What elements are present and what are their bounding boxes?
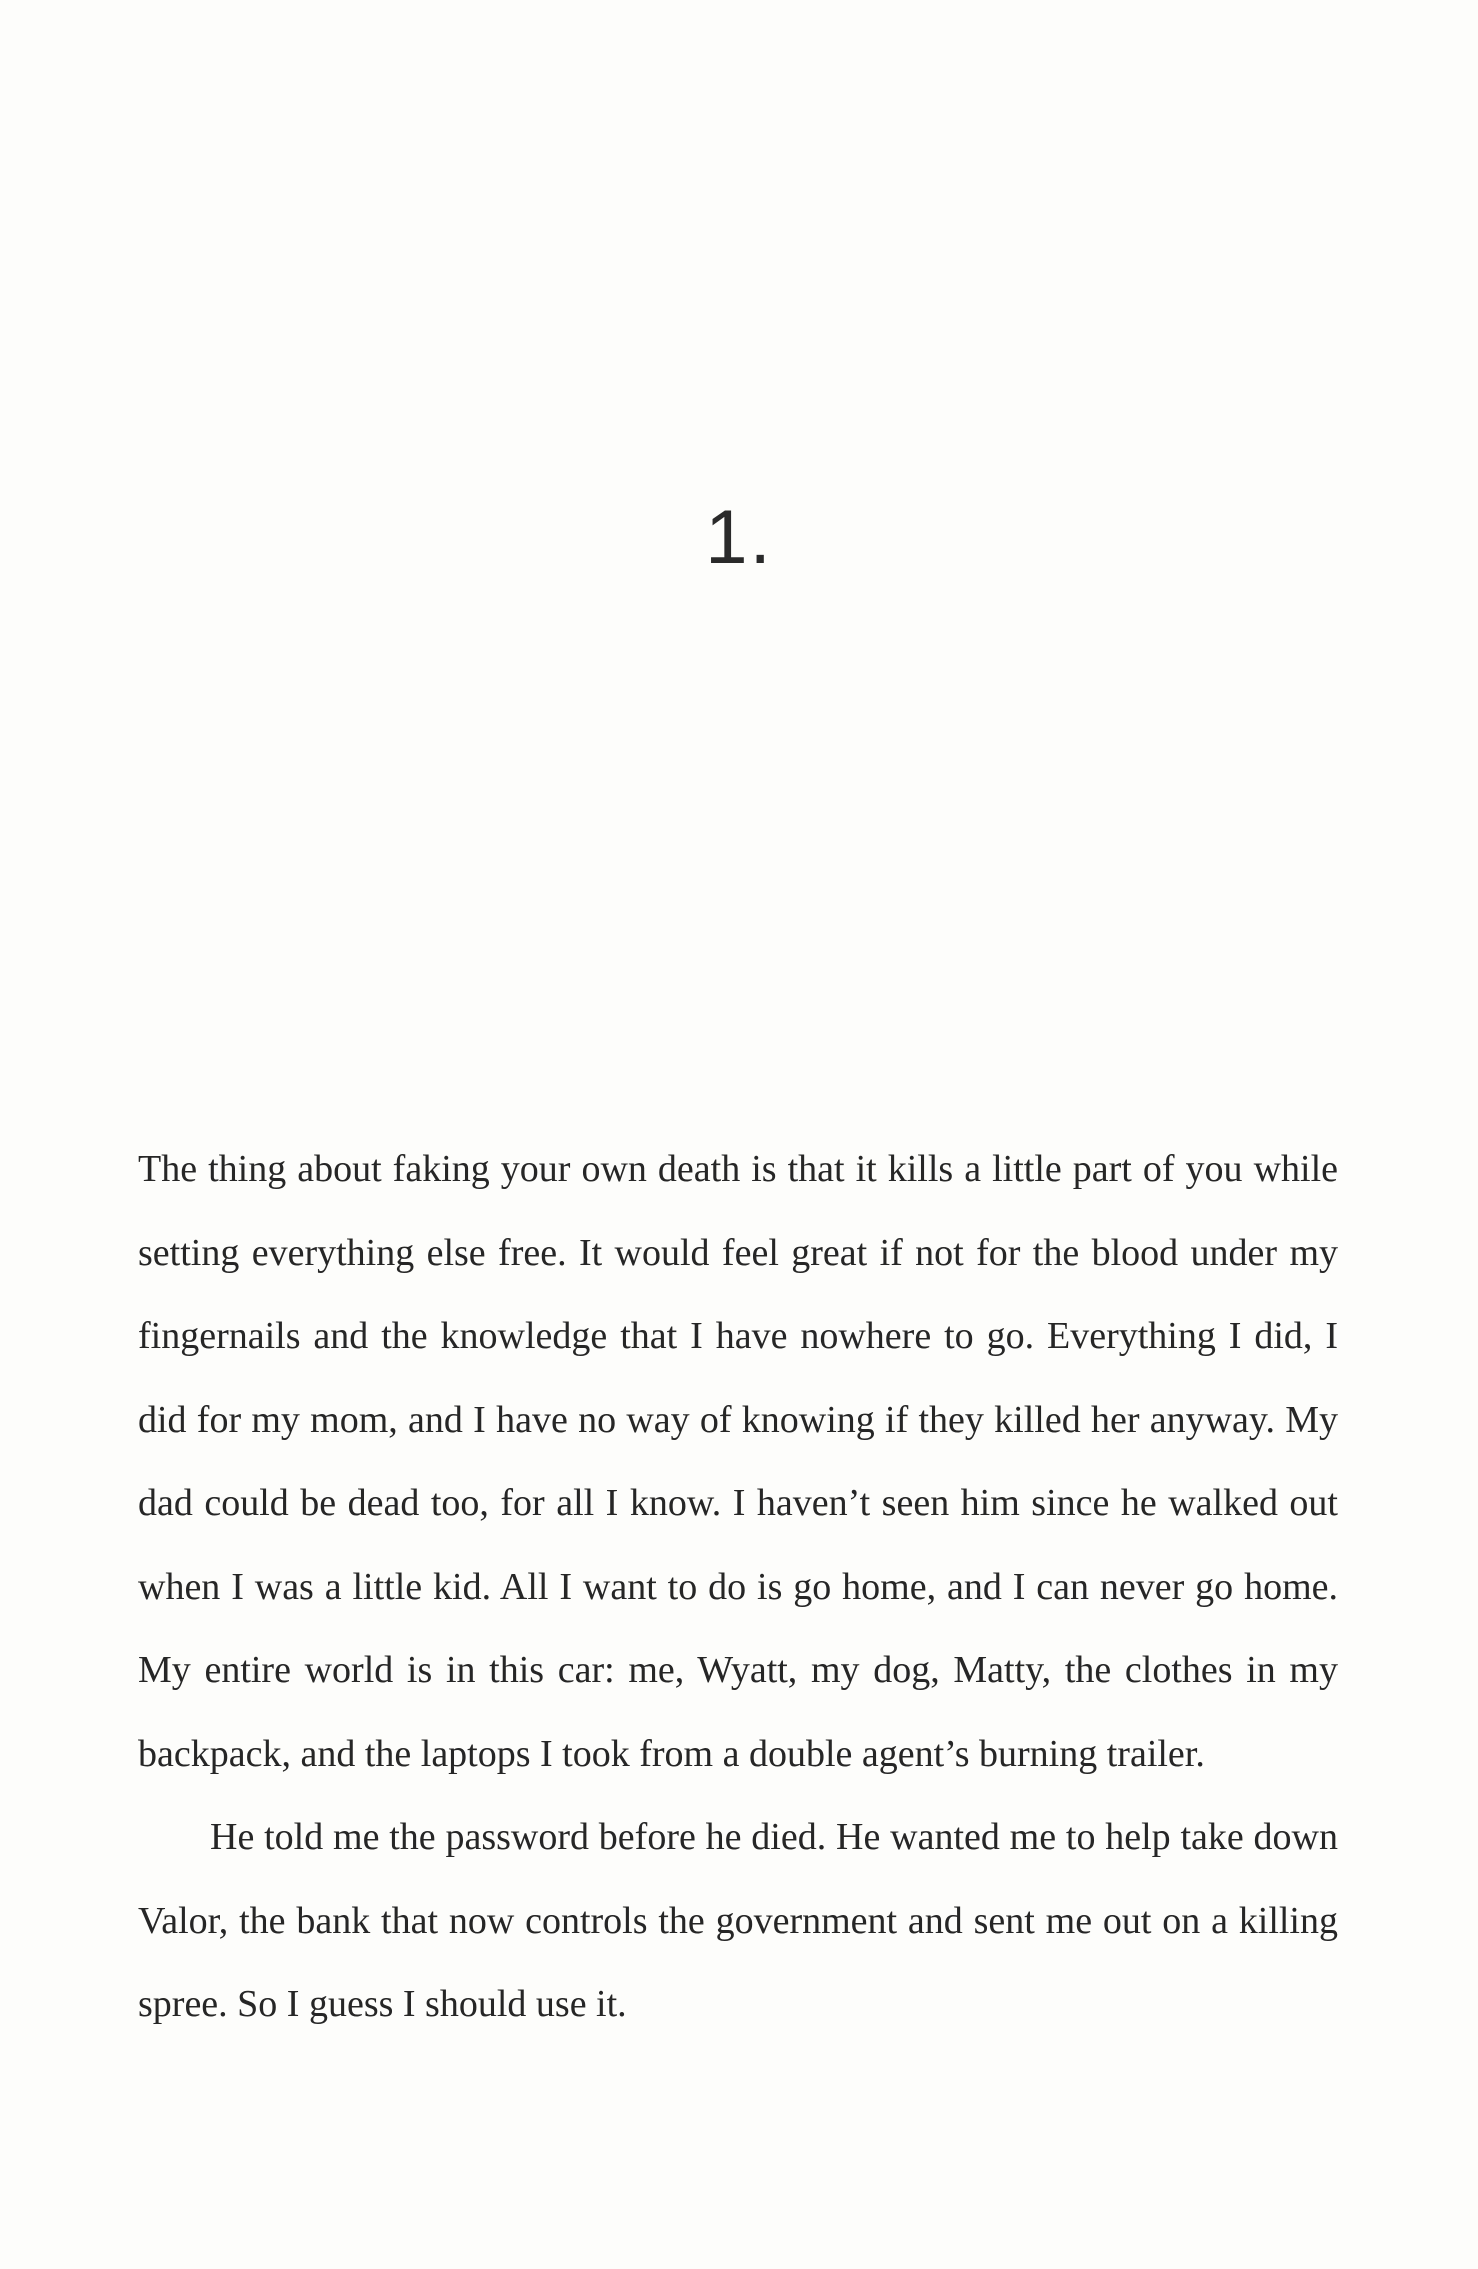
chapter-body: [138, 1128, 1338, 2047]
chapter-number: 1.: [705, 495, 773, 580]
paragraph-2: He told me the password before he died. He wanted me to help take down Valor, the bank that now controls the government and sent me out on a killing spree. So I guess I should use it.: [138, 1816, 1338, 2025]
paragraph-1: The thing about faking your own death is that it kills a little part of you while setting everything else free. It would feel great if not for the blood under my fingernails and the knowledge that I have nowhere to go. Everything I did, I did for my mom, and I have no way of knowing if they killed her anyway. My dad could be dead too, for all I know. I haven’t seen him since he walked out when I was a little kid. All I want to do is go home, and I can never go home. My entire world is in this car: me, Wyatt, my dog, Matty, the clothes in my backpack, and the laptops I took from a double agent’s burning trailer.: [138, 1148, 1338, 1775]
